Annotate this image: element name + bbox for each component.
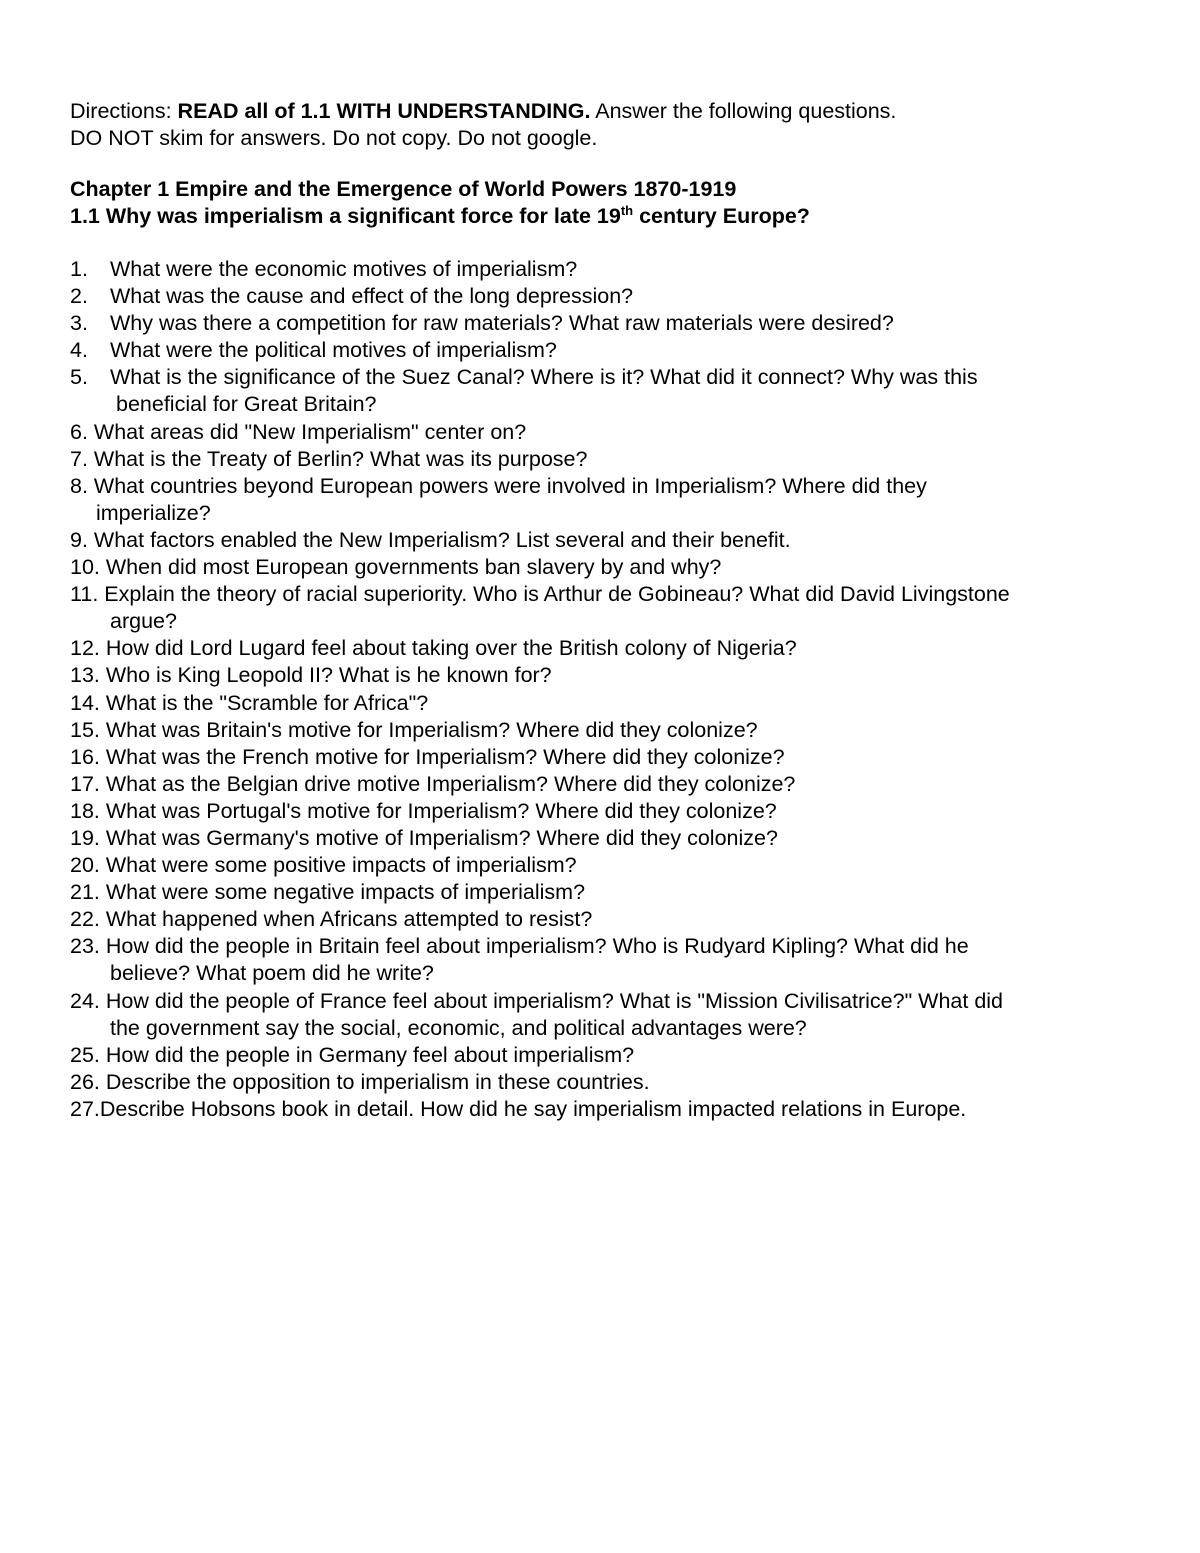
- question-number: 22.: [70, 907, 100, 932]
- question-text: What happened when Africans attempted to resist?: [105, 907, 593, 932]
- question-number: 11.: [70, 582, 99, 607]
- question-text: What was the French motive for Imperialism? Where did they colonize?: [105, 744, 785, 769]
- question-number: 16.: [70, 744, 100, 769]
- question-text: What was the cause and effect of the long depression?: [110, 284, 634, 309]
- question-item: [70, 906, 1150, 933]
- question-text: What as the Belgian drive motive Imperialism? Where did they colonize?: [105, 771, 796, 796]
- question-number: 1.: [70, 257, 88, 281]
- chapter-title: Chapter 1 Empire and the Emergence of World Powers 1870-1919: [70, 177, 737, 201]
- question-item: [70, 419, 1150, 446]
- question-continuation: argue?: [110, 609, 177, 634]
- question-number: 2.: [70, 284, 88, 309]
- question-item: [70, 798, 1150, 825]
- question-item: [70, 554, 1150, 581]
- question-item: [70, 527, 1150, 554]
- question-text: What countries beyond European powers were involved in Imperialism? Where did they: [93, 473, 927, 498]
- directions-line-1: [70, 98, 1150, 125]
- question-number: 17.: [70, 771, 100, 796]
- question-text: What was Germany's motive of Imperialism? Where did they colonize?: [105, 825, 778, 850]
- question-item: [70, 635, 1150, 662]
- question-text: What were some positive impacts of imperialism?: [105, 853, 577, 878]
- question-text: What was Britain's motive for Imperialism? Where did they colonize?: [105, 717, 758, 742]
- question-number: 3.: [70, 311, 88, 336]
- question-text: What is the significance of the Suez Canal? Where is it? What did it connect? Why was this: [110, 365, 978, 390]
- question-number: 8.: [70, 473, 88, 498]
- question-item: [70, 310, 1150, 337]
- question-text: What was Portugal's motive for Imperialism? Where did they colonize?: [105, 798, 777, 823]
- question-text: What were the political motives of imperialism?: [110, 338, 557, 363]
- question-number: 7.: [70, 446, 88, 471]
- question-number: 23.: [70, 934, 100, 959]
- question-item: [70, 933, 1150, 960]
- section-title: [70, 203, 1150, 230]
- question-continuation: the government say the social, economic, and political advantages were?: [110, 1015, 807, 1040]
- question-text: Who is King Leopold II? What is he known for?: [105, 663, 552, 688]
- question-list: [70, 256, 1150, 1123]
- question-number: 18.: [70, 798, 100, 823]
- directions-bold: READ all of 1.1 WITH UNDERSTANDING.: [177, 99, 591, 123]
- directions-label: Directions:: [70, 99, 178, 123]
- question-number: 6.: [70, 419, 88, 444]
- question-continuation: believe? What poem did he write?: [110, 961, 434, 986]
- question-text: How did the people in Germany feel about imperialism?: [105, 1042, 635, 1067]
- question-text: Why was there a competition for raw materials? What raw materials were desired?: [110, 311, 894, 336]
- question-text: What areas did "New Imperialism" center on?: [93, 419, 527, 444]
- question-item: [70, 662, 1150, 689]
- question-item: [70, 337, 1150, 364]
- section-title-before: 1.1 Why was imperialism a significant force for late 19: [70, 204, 621, 228]
- question-number: 14.: [70, 690, 100, 715]
- question-number: 15.: [70, 717, 100, 742]
- question-number: 25.: [70, 1042, 100, 1067]
- question-number: 26.: [70, 1069, 100, 1094]
- question-item: [70, 446, 1150, 473]
- question-item: [70, 825, 1150, 852]
- question-number: 4.: [70, 338, 88, 363]
- section-title-sup: th: [620, 202, 634, 218]
- question-number: 9.: [70, 527, 88, 552]
- question-number: 20.: [70, 853, 100, 878]
- question-item: [70, 283, 1150, 310]
- question-text: What factors enabled the New Imperialism? List several and their benefit.: [93, 527, 791, 552]
- question-text: What is the Treaty of Berlin? What was its purpose?: [93, 446, 588, 471]
- question-text: How did the people in Britain feel about imperialism? Who is Rudyard Kipling? What did he: [105, 934, 969, 959]
- question-number: 12.: [70, 636, 100, 661]
- question-item: [70, 771, 1150, 798]
- question-text: When did most European governments ban slavery by and why?: [105, 555, 722, 580]
- question-item: [70, 1069, 1150, 1096]
- question-text: How did the people of France feel about imperialism? What is "Mission Civilisatrice?" What did: [105, 988, 1004, 1013]
- question-continuation: imperialize?: [96, 500, 211, 525]
- directions-rest: Answer the following questions.: [590, 99, 897, 123]
- question-item: [70, 988, 1150, 1015]
- question-continuation: beneficial for Great Britain?: [116, 392, 377, 417]
- question-item: [70, 717, 1150, 744]
- question-number: 27.: [70, 1096, 100, 1121]
- question-item: [70, 879, 1150, 906]
- question-text: Describe the opposition to imperialism in these countries.: [105, 1069, 650, 1094]
- worksheet-content: [70, 98, 1150, 1123]
- question-number: 21.: [70, 880, 100, 905]
- question-number: 10.: [70, 555, 100, 580]
- question-item: [70, 364, 1150, 391]
- question-text: What is the "Scramble for Africa"?: [105, 690, 429, 715]
- question-item: [70, 1042, 1150, 1069]
- question-item: [70, 744, 1150, 771]
- question-text: What were the economic motives of imperialism?: [110, 257, 578, 281]
- question-text: Describe Hobsons book in detail. How did he say imperialism impacted relations in Europe.: [99, 1096, 967, 1121]
- question-item: [70, 1096, 1150, 1123]
- question-number: 24.: [70, 988, 100, 1013]
- question-number: 19.: [70, 825, 100, 850]
- question-item: [70, 473, 1150, 500]
- question-item: [70, 690, 1150, 717]
- question-item: [70, 581, 1150, 608]
- section-title-after: century Europe?: [633, 204, 810, 228]
- directions-line-2: DO NOT skim for answers. Do not copy. Do not google.: [70, 126, 598, 150]
- question-item: [70, 256, 1150, 283]
- question-number: 13.: [70, 663, 100, 688]
- question-text: What were some negative impacts of imperialism?: [105, 880, 586, 905]
- question-text: How did Lord Lugard feel about taking over the British colony of Nigeria?: [105, 636, 797, 661]
- question-text: Explain the theory of racial superiority. Who is Arthur de Gobineau? What did David Livingstone: [104, 582, 1010, 607]
- question-item: [70, 852, 1150, 879]
- question-number: 5.: [70, 365, 88, 390]
